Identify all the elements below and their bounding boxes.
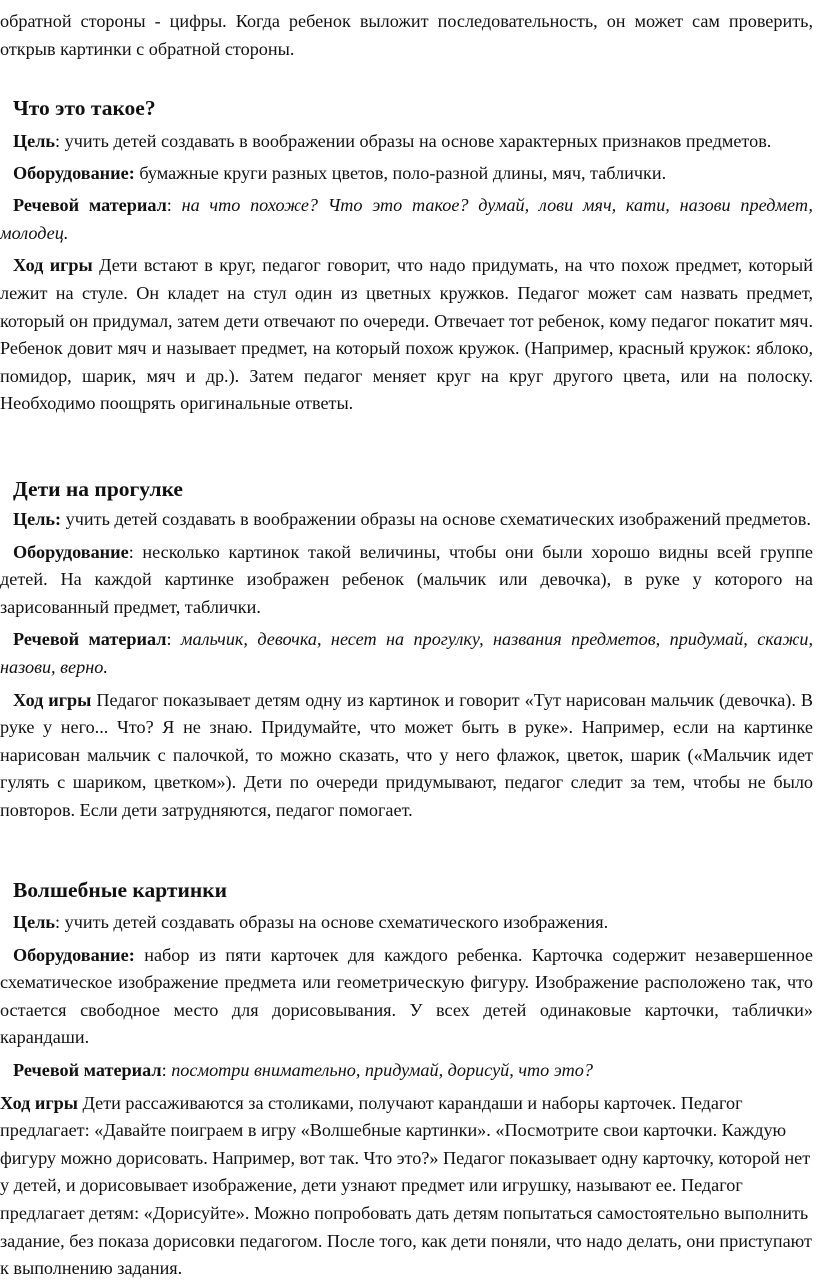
section-3-body bbox=[0, 909, 816, 1283]
goal-label: Цель bbox=[13, 131, 56, 151]
speech-text: мальчик, девочка, несет на прогулку, названия предметов, придумай, скажи, назови, верно. bbox=[0, 629, 813, 677]
equipment-label: Оборудование: bbox=[13, 944, 135, 965]
speech-paragraph bbox=[0, 192, 816, 247]
game-text: Педагог показывает детям одну из картинок и говорит «Тут нарисован мальчик (девочка). В руке у него... Что? Я не знаю. Придумайте, что может быть в руке». Например, если на картинке нарисован мальчик с палочкой, то можно сказать, что у него флажок, цветок, шарик («Мальчик идет гулять с шариком, цветком»). Дети по очереди придумывают, педагог следит за тем, чтобы не было повторов. Если дети затрудняются, педагог помогает. bbox=[0, 689, 813, 820]
game-paragraph bbox=[0, 1090, 816, 1283]
section-children-walk bbox=[0, 475, 816, 503]
section-magic-pictures bbox=[0, 876, 816, 904]
equipment-label: Оборудование bbox=[13, 541, 129, 562]
game-text: Дети рассаживаются за столиками, получают карандаши и наборы карточек. Педагог предлагает: «Давайте поиграем в игру «Волшебные картинки». «Посмотрите свои карточки. Каждую фигуру можно дорисовать. Например, вот так. Что это?» Педагог показывает одну карточку, которой нет у детей, и дорисовывает изображение, дети узнают предмет или игрушку, называют ее. Педагог предлагает детям: «Дорисуйте». Можно попробовать дать детям попытаться самостоятельно выполнить задание, без показа дорисовки педагогом. После того, как дети поняли, что надо делать, они приступают к выполнению задания. bbox=[0, 1092, 812, 1279]
equipment-label: Оборудование: bbox=[13, 162, 135, 183]
game-text: Дети встают в круг, педагог говорит, что надо придумать, на что похож предмет, который лежит на стуле. Он кладет на стул один из цветных кружков. Педагог может сам назвать предмет, который он придумал, затем дети отвечают по очереди. Отвечает тот ребенок, кому педагог покатит мяч. Ребенок довит мяч и называет предмет, на который похож кружок. (Например, красный кружок: яблоко, помидор, шарик, мяч и др.). Затем педагог меняет круг на круг другого цвета, или на полоску. Необходимо поощрять оригинальные ответы. bbox=[0, 255, 813, 414]
speech-paragraph bbox=[0, 1057, 816, 1085]
section-2-body bbox=[0, 506, 816, 825]
section-1-body bbox=[0, 128, 816, 418]
speech-paragraph bbox=[0, 626, 816, 681]
intro-paragraph: обратной стороны - цифры. Когда ребенок выложит последовательность, он может сам проверить, открыв картинки с обратной стороны. bbox=[0, 11, 813, 59]
section-title: Что это такое? bbox=[13, 96, 156, 120]
game-label: Ход игры bbox=[13, 689, 92, 710]
speech-text: на что похоже? Что это такое? думай, лови мяч, кати, назови предмет, молодец. bbox=[0, 195, 813, 243]
intro-paragraph-block bbox=[0, 8, 816, 63]
speech-separator: : bbox=[166, 629, 181, 650]
speech-separator: : bbox=[166, 195, 182, 216]
section-title: Волшебные картинки bbox=[13, 878, 228, 902]
equipment-paragraph bbox=[0, 160, 816, 188]
goal-paragraph bbox=[0, 909, 816, 937]
equipment-text: : несколько картинок такой величины, чтобы они были хорошо видны всей группе детей. На каждой картинке изображен ребенок (мальчик или девочка), в руке у которого на зарисованный предмет, таблички. bbox=[0, 541, 813, 617]
goal-text: : учить детей создавать в воображении образы на основе характерных признаков предметов. bbox=[55, 131, 772, 151]
goal-text: учить детей создавать в воображении образы на основе схематических изображений предметов. bbox=[61, 509, 811, 529]
equipment-text: бумажные круги разных цветов, поло-разной длины, мяч, таблички. bbox=[134, 162, 667, 183]
game-label: Ход игры bbox=[0, 1092, 78, 1113]
equipment-text: набор из пяти карточек для каждого ребенка. Карточка содержит незавершенное схематическое изображение предмета или геометрическую фигуру. Изображение расположено так, что остается свободное место для дорисовывания. У всех детей одинаковые карточки, таблички» карандаши. bbox=[0, 944, 813, 1048]
game-label: Ход игры bbox=[13, 255, 93, 276]
speech-label: Речевой материал bbox=[13, 629, 167, 650]
goal-text: : учить детей создавать образы на основе схематического изображения. bbox=[55, 912, 609, 932]
section-title: Дети на прогулке bbox=[13, 477, 183, 501]
equipment-paragraph bbox=[0, 942, 816, 1052]
game-paragraph bbox=[0, 252, 816, 418]
goal-paragraph bbox=[0, 506, 816, 534]
game-paragraph bbox=[0, 687, 816, 825]
speech-text: посмотри внимательно, придумай, дорисуй, что это? bbox=[171, 1059, 593, 1080]
goal-paragraph bbox=[0, 128, 816, 156]
speech-label: Речевой материал bbox=[13, 1059, 162, 1080]
goal-label: Цель bbox=[13, 912, 56, 932]
speech-label: Речевой материал bbox=[13, 195, 167, 216]
section-what-is-it bbox=[0, 94, 816, 122]
equipment-paragraph bbox=[0, 539, 816, 622]
goal-label: Цель: bbox=[13, 509, 62, 529]
speech-separator: : bbox=[161, 1059, 172, 1080]
